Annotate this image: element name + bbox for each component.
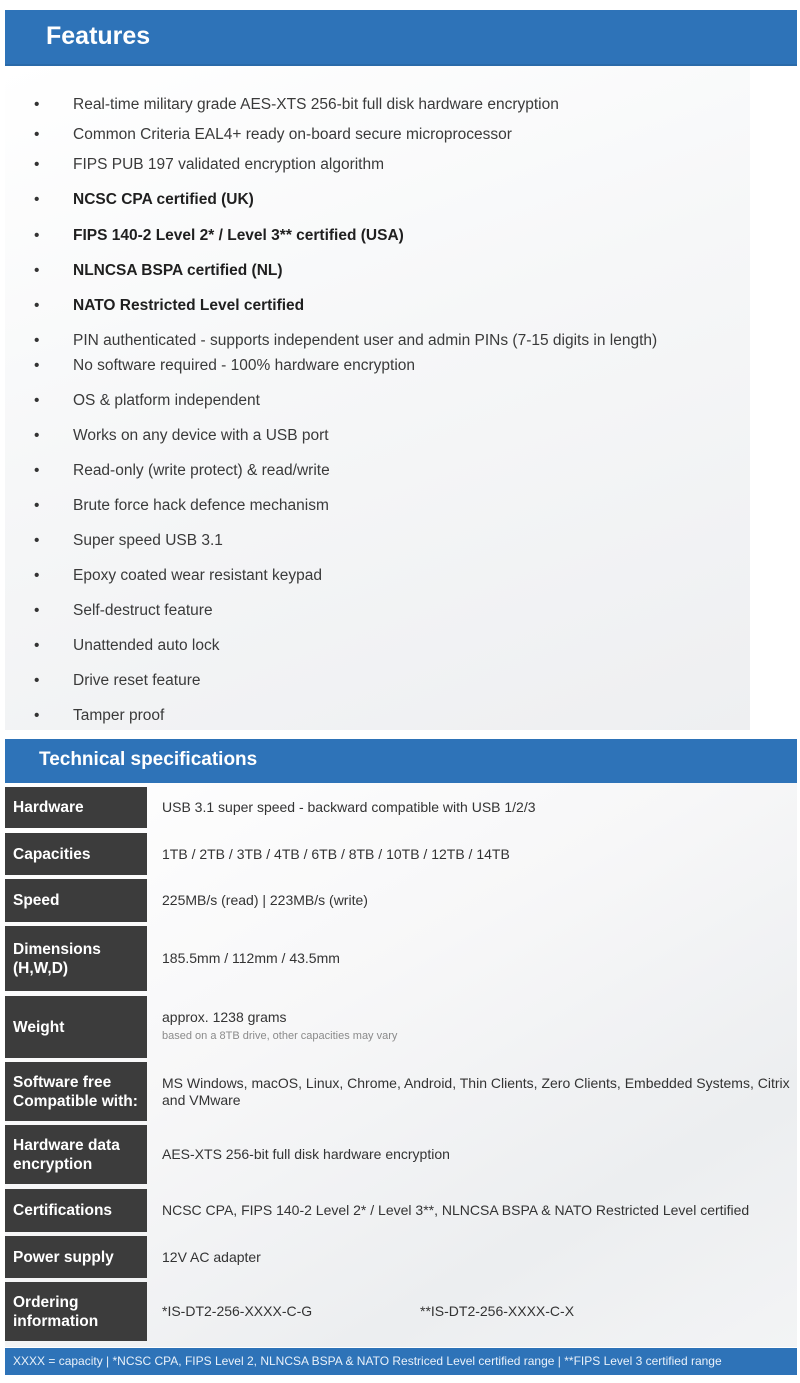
- spec-label: Power supply: [5, 1236, 147, 1278]
- specs-title: Technical specifications: [39, 749, 258, 770]
- feature-item: • Tamper proof: [34, 707, 165, 724]
- spec-row-encryption: [5, 1125, 797, 1184]
- feature-item: • Self-destruct feature: [34, 602, 213, 619]
- feature-item: • NCSC CPA certified (UK): [34, 191, 254, 208]
- feature-item: • Unattended auto lock: [34, 637, 220, 654]
- feature-item: • No software required - 100% hardware encryption: [34, 357, 416, 374]
- spec-row-ordering: [5, 1282, 797, 1341]
- feature-item: • Works on any device with a USB port: [34, 427, 329, 444]
- bullet-icon: •: [34, 156, 40, 173]
- feature-item: • Brute force hack defence mechanism: [34, 497, 329, 514]
- spec-label: Hardware: [5, 787, 147, 828]
- spec-value: [162, 1282, 793, 1341]
- bullet-icon: •: [34, 332, 40, 349]
- feature-item: • NATO Restricted Level certified: [34, 297, 305, 314]
- spec-row-speed: [5, 879, 797, 922]
- feature-item: • NLNCSA BSPA certified (NL): [34, 262, 283, 279]
- spec-row-hardware: [5, 787, 797, 828]
- bullet-icon: •: [34, 497, 40, 514]
- bullet-icon: •: [34, 262, 40, 279]
- bullet-icon: •: [34, 126, 40, 143]
- feature-item: • Drive reset feature: [34, 672, 201, 689]
- spec-row-power: [5, 1236, 797, 1278]
- spec-label: Capacities: [5, 833, 147, 875]
- feature-item: • Real-time military grade AES-XTS 256-bit full disk hardware encryption: [34, 96, 559, 113]
- feature-item: • PIN authenticated - supports independent user and admin PINs (7-15 digits in length): [34, 332, 658, 349]
- order-code-2: **IS-DT2-256-XXXX-C-X: [420, 1303, 575, 1319]
- spec-row-capacities: [5, 833, 797, 875]
- footer-text: XXXX = capacity | *NCSC CPA, FIPS Level 2, NLNCSA BSPA & NATO Restriced Level certified range | **FIPS Level 3 certified range: [13, 1354, 722, 1368]
- spec-value: MS Windows, macOS, Linux, Chrome, Android, Thin Clients, Zero Clients, Embedded Systems, Citrix and VMware: [162, 1074, 790, 1108]
- bullet-icon: •: [34, 567, 40, 584]
- bullet-icon: •: [34, 602, 40, 619]
- spec-value: 12V AC adapter: [162, 1248, 261, 1265]
- bullet-icon: •: [34, 357, 40, 374]
- feature-item: • Epoxy coated wear resistant keypad: [34, 567, 322, 584]
- specs-header: [5, 739, 797, 783]
- spec-label: Certifications: [5, 1189, 147, 1232]
- bullet-icon: •: [34, 191, 40, 208]
- bullet-icon: •: [34, 427, 40, 444]
- features-title: Features: [46, 22, 151, 50]
- order-code-1: *IS-DT2-256-XXXX-C-G: [162, 1303, 313, 1319]
- spec-value: 185.5mm / 112mm / 43.5mm: [162, 950, 340, 966]
- features-header: [5, 10, 797, 66]
- feature-item: • Read-only (write protect) & read/write: [34, 462, 330, 479]
- spec-label: Dimensions (H,W,D): [5, 926, 147, 991]
- feature-item: • Common Criteria EAL4+ ready on-board secure microprocessor: [34, 126, 512, 143]
- bullet-icon: •: [34, 532, 40, 549]
- bullet-icon: •: [34, 707, 40, 724]
- right-strip: [750, 130, 800, 730]
- weight-note: based on a 8TB drive, other capacities may vary: [162, 1030, 398, 1042]
- spec-label: Software free Compatible with:: [5, 1062, 147, 1121]
- spec-value: AES-XTS 256-bit full disk hardware encryption: [162, 1146, 450, 1162]
- bullet-icon: •: [34, 227, 40, 244]
- spec-row-certifications: [5, 1189, 797, 1232]
- spec-row-compatibility: [5, 1062, 797, 1121]
- feature-item: • OS & platform independent: [34, 392, 260, 409]
- bullet-icon: •: [34, 462, 40, 479]
- spec-value: 1TB / 2TB / 3TB / 4TB / 6TB / 8TB / 10TB / 12TB / 14TB: [162, 845, 510, 862]
- spec-value: 225MB/s (read) | 223MB/s (write): [162, 892, 368, 908]
- bullet-icon: •: [34, 637, 40, 654]
- spec-value: USB 3.1 super speed - backward compatible with USB 1/2/3: [162, 799, 536, 815]
- spec-label: Speed: [5, 879, 147, 922]
- bullet-icon: •: [34, 297, 40, 314]
- spec-label: Weight: [5, 996, 147, 1058]
- feature-item: • FIPS 140-2 Level 2* / Level 3** certified (USA): [34, 227, 404, 244]
- spec-row-weight: [5, 996, 797, 1058]
- bullet-icon: •: [34, 672, 40, 689]
- footer-bar: [5, 1348, 797, 1375]
- spec-row-dimensions: [5, 926, 797, 991]
- spec-value: NCSC CPA, FIPS 140-2 Level 2* / Level 3**, NLNCSA BSPA & NATO Restricted Level certified: [162, 1202, 750, 1218]
- bullet-icon: •: [34, 392, 40, 409]
- spec-label: Ordering information: [5, 1282, 147, 1341]
- spec-label: Hardware data encryption: [5, 1125, 147, 1184]
- feature-item: • Super speed USB 3.1: [34, 532, 223, 549]
- spec-value: approx. 1238 grams based on a 8TB drive, other capacities may vary: [162, 996, 793, 1058]
- feature-item: • FIPS PUB 197 validated encryption algorithm: [34, 156, 385, 173]
- bullet-icon: •: [34, 96, 40, 113]
